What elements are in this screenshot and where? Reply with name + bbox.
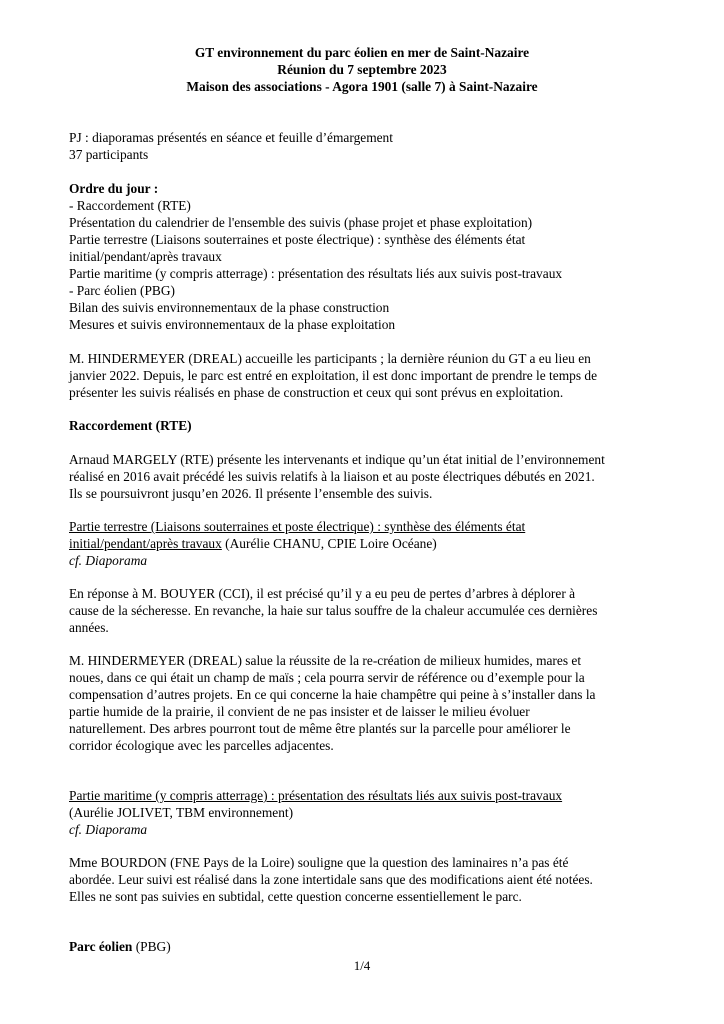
section-heading-parc-bold: Parc éolien	[69, 939, 133, 954]
subsection-heading-terrestre: Partie terrestre (Liaisons souterraines et poste électrique) : synthèse des éléments état	[69, 519, 526, 534]
paragraph-line: compensation d’autres projets. En ce qui concerne la haie champêtre qui peine à s’installer dans la	[69, 687, 596, 702]
paragraph-line: Mme BOURDON (FNE Pays de la Loire) souligne que la question des laminaires n’a pas été	[69, 855, 569, 870]
paragraph-line: En réponse à M. BOUYER (CCI), il est précisé qu’il y a eu peu de pertes d’arbres à déplorer à	[69, 586, 576, 601]
paragraph-line: années.	[69, 620, 109, 635]
agenda-item: Présentation du calendrier de l'ensemble des suivis (phase projet et phase exploitation)	[69, 215, 533, 230]
agenda-item: initial/pendant/après travaux	[69, 249, 222, 264]
subsection-heading-terrestre-cont	[69, 535, 437, 552]
cf-diaporama: cf. Diaporama	[69, 822, 148, 837]
subsection-heading-maritime: Partie maritime (y compris atterrage) : présentation des résultats liés aux suivis post-travaux	[69, 788, 563, 803]
paragraph-line: présenter les suivis réalisés en phase de construction et ceux qui sont prévus en exploitation.	[69, 385, 564, 400]
paragraph-line: janvier 2022. Depuis, le parc est entré en exploitation, il est donc important de prendre le temps de	[69, 368, 598, 383]
section-heading-parc-rest: (PBG)	[132, 939, 171, 954]
doc-title: GT environnement du parc éolien en mer de Saint-Nazaire	[194, 45, 530, 60]
agenda-item: - Raccordement (RTE)	[69, 198, 191, 213]
agenda-item: Partie terrestre (Liaisons souterraines et poste électrique) : synthèse des éléments état	[69, 232, 526, 247]
paragraph-line: naturellement. Des arbres pourront tout de même être plantés sur la parcelle pour améliorer le	[69, 721, 571, 736]
agenda-item: Bilan des suivis environnementaux de la phase construction	[69, 300, 390, 315]
section-heading-parc	[69, 938, 171, 955]
participants-count: 37 participants	[69, 147, 149, 162]
speaker-info: (Aurélie JOLIVET, TBM environnement)	[69, 805, 294, 820]
paragraph-line: M. HINDERMEYER (DREAL) accueille les participants ; la dernière réunion du GT a eu lieu en	[69, 351, 591, 366]
page-number: 1/4	[353, 958, 371, 973]
paragraph-line: Ils se poursuivront jusqu’en 2026. Il présente l’ensemble des suivis.	[69, 486, 433, 501]
agenda-item: Mesures et suivis environnementaux de la phase exploitation	[69, 317, 396, 332]
meeting-location: Maison des associations - Agora 1901 (salle 7) à Saint-Nazaire	[186, 79, 538, 94]
paragraph-line: M. HINDERMEYER (DREAL) salue la réussite de la re-création de milieux humides, mares et	[69, 653, 582, 668]
section-heading-rte: Raccordement (RTE)	[69, 418, 192, 433]
agenda-item: Partie maritime (y compris atterrage) : présentation des résultats liés aux suivis post-travaux	[69, 266, 563, 281]
paragraph-line: abordée. Leur suivi est réalisé dans la zone intertidale sans que des modifications aient été notées.	[69, 872, 593, 887]
cf-diaporama: cf. Diaporama	[69, 553, 148, 568]
paragraph-line: noues, dans ce qui était un champ de maïs ; cela pourra servir de référence ou d’exemple pour la	[69, 670, 585, 685]
attachments-line: PJ : diaporamas présentés en séance et feuille d’émargement	[69, 130, 393, 145]
paragraph-line: cause de la sécheresse. En revanche, la haie sur talus souffre de la chaleur accumulée ces dernières	[69, 603, 598, 618]
agenda-item: - Parc éolien (PBG)	[69, 283, 175, 298]
subsection-title-part: initial/pendant/après travaux	[69, 536, 222, 551]
paragraph-line: Elles ne sont pas suivies en subtidal, cette question concerne essentiellement le parc.	[69, 889, 522, 904]
paragraph-line: réalisé en 2016 avait précédé les suivis relatifs à la liaison et au poste électriques débutés en 2021.	[69, 469, 595, 484]
speaker-info: (Aurélie CHANU, CPIE Loire Océane)	[221, 536, 437, 551]
meeting-date: Réunion du 7 septembre 2023	[277, 62, 447, 77]
paragraph-line: corridor écologique avec les parcelles adjacentes.	[69, 738, 334, 753]
agenda-title: Ordre du jour :	[69, 181, 159, 196]
paragraph-line: partie humide de la prairie, il convient de ne pas insister et de laisser le milieu évoluer	[69, 704, 530, 719]
paragraph-line: Arnaud MARGELY (RTE) présente les intervenants et indique qu’un état initial de l’environnement	[69, 452, 605, 467]
